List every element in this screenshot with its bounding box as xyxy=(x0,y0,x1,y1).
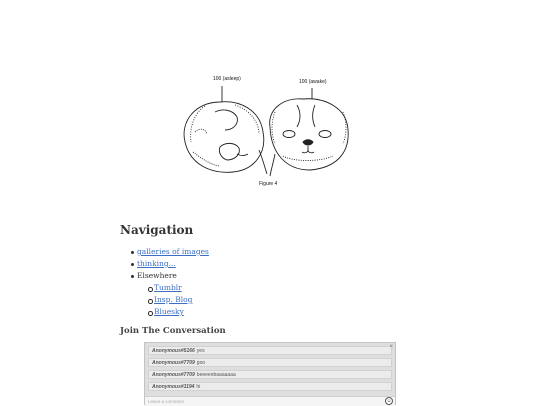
message-user: Anonymous#1194 xyxy=(152,384,195,390)
puppy-drawing xyxy=(175,72,365,192)
message-text: beeeeebaaaaaaa xyxy=(196,372,236,378)
chat-message xyxy=(148,370,392,379)
comment-input[interactable] xyxy=(148,397,378,405)
conversation-heading: Join The Conversation xyxy=(120,326,226,336)
nav-item-elsewhere xyxy=(137,270,209,318)
navigation-heading: Navigation xyxy=(120,223,194,237)
message-text: goo xyxy=(196,360,206,366)
label-asleep: 100 (asleep) xyxy=(213,76,241,82)
insp-blog-link[interactable]: Insp. Blog xyxy=(154,295,193,304)
bluesky-link[interactable]: Bluesky xyxy=(154,307,184,316)
message-text: yes xyxy=(196,348,205,354)
message-text: hi xyxy=(196,384,201,390)
label-awake: 100 (awake) xyxy=(299,79,327,85)
chat-message xyxy=(148,346,392,355)
navigation-list xyxy=(137,246,209,318)
chat-message xyxy=(148,382,392,391)
elsewhere-item-insp-blog xyxy=(154,294,209,306)
nav-item-galleries xyxy=(137,246,209,258)
elsewhere-item-bluesky xyxy=(154,306,209,318)
thinking-link[interactable]: thinking... xyxy=(137,259,176,268)
elsewhere-label: Elsewhere xyxy=(137,271,177,280)
figure-caption: Figure 4 xyxy=(259,181,278,187)
chat-message xyxy=(148,358,392,367)
close-icon[interactable]: × xyxy=(389,344,393,350)
nav-item-thinking xyxy=(137,258,209,270)
tumblr-link[interactable]: Tumblr xyxy=(154,283,182,292)
message-user: Anonymous#7709 xyxy=(152,372,195,378)
chat-widget xyxy=(144,342,396,405)
emoji-icon[interactable]: ☺ xyxy=(386,398,392,404)
message-user: Anonymous#7709 xyxy=(152,360,195,366)
message-user: Anonymous#5166 xyxy=(152,348,195,354)
elsewhere-list xyxy=(137,282,209,318)
patent-figure xyxy=(175,72,365,192)
elsewhere-item-tumblr xyxy=(154,282,209,294)
galleries-link[interactable]: galleries of images xyxy=(137,247,209,256)
